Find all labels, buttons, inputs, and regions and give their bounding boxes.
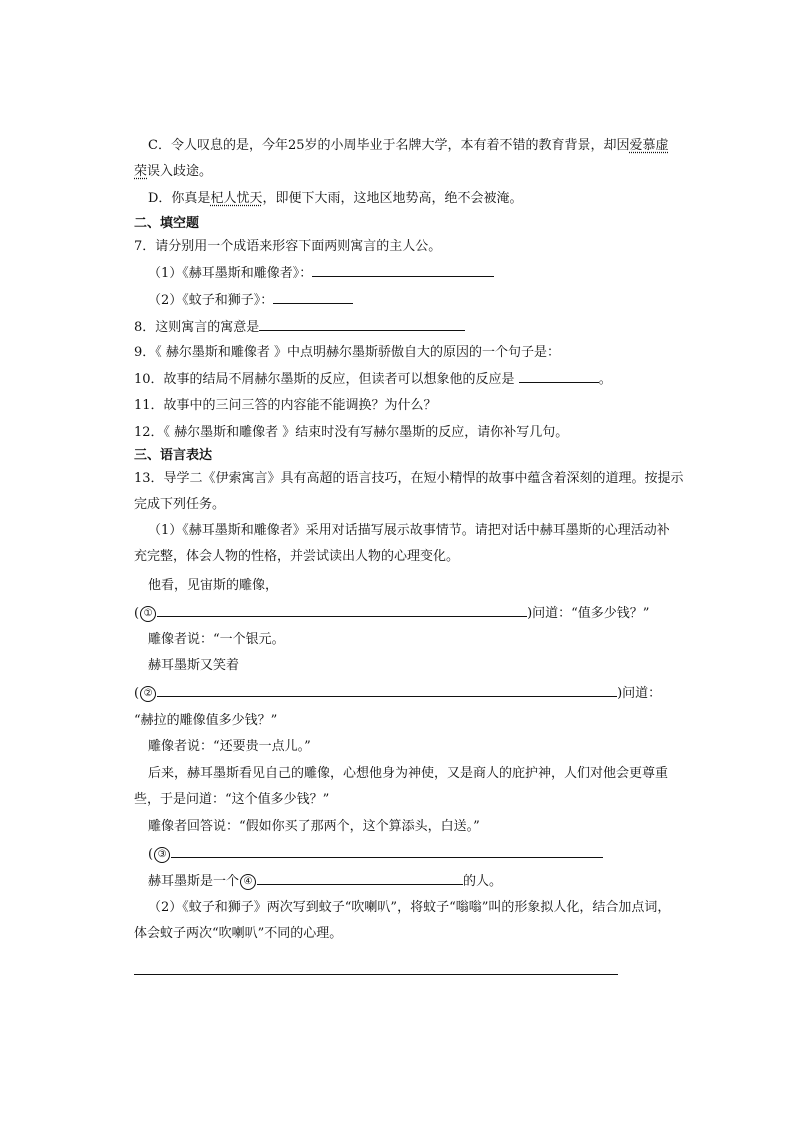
dialogue-2: 雕像者说：“一个银元。	[148, 632, 285, 647]
q13-line2: 完成下列任务。	[134, 497, 226, 512]
q10-end: 。	[598, 372, 612, 387]
ask-1: 问道：“值多少钱？”	[532, 606, 650, 621]
dialogue-6-line2: 些，于是问道：“这个值多少钱？”	[134, 792, 330, 807]
option-c-dotted-word: 爱慕虚	[629, 138, 669, 153]
answer-line-1	[134, 604, 649, 623]
answer-line-4	[148, 872, 502, 891]
section-title-language: 三、语言表达	[134, 448, 213, 463]
answer-blank-3[interactable]	[171, 845, 603, 858]
circled-number-3: ③	[154, 847, 170, 863]
circled-number-1: ①	[140, 606, 156, 622]
answer-rule-final[interactable]	[134, 974, 618, 975]
summary-pre: 赫耳墨斯是一个	[148, 874, 240, 889]
option-d-pre: D．你真是	[148, 191, 211, 206]
summary-post: 的人。	[463, 874, 503, 889]
dialogue-4: “赫拉的雕像值多少钱？”	[134, 713, 278, 728]
q10	[134, 370, 612, 389]
open-paren-3: (	[148, 847, 154, 862]
q13-p2-line2: 体会蚊子两次“吹喇叭”不同的心理。	[134, 926, 343, 941]
q10-stem: 10．故事的结局不屑赫尔墨斯的反应，但读者可以想象他的反应是	[134, 372, 515, 387]
close-paren-2: )	[617, 686, 623, 701]
q7-item1	[148, 264, 494, 283]
answer-blank-2[interactable]	[157, 684, 617, 697]
dialogue-1: 他看，见宙斯的雕像，	[148, 578, 279, 593]
option-d	[148, 190, 522, 208]
q12-stem: 12．《 赫尔墨斯和雕像者 》结束时没有写赫尔墨斯的反应，请你补写几句。	[134, 425, 569, 440]
option-d-post: ，即便下大雨，这地区地势高，绝不会被淹。	[262, 191, 523, 206]
q13-p2-line1: （2）《蚊子和狮子》两次写到蚊子“吹喇叭”，将蚊子“嗡嗡”叫的形象拟人化，结合加点词，	[148, 900, 671, 915]
option-c-line1	[148, 137, 669, 155]
close-paren-1: )	[527, 606, 533, 621]
circled-number-2: ②	[140, 686, 156, 702]
ask-2: 问道：	[622, 686, 662, 701]
q7-item1-label: （1）《赫耳墨斯和雕像者》：	[148, 266, 313, 281]
circled-number-4: ④	[240, 874, 256, 890]
q11-stem: 11．故事中的三问三答的内容能不能调换？为什么？	[134, 398, 437, 413]
open-paren-1: (	[134, 606, 140, 621]
q7-item1-blank[interactable]	[312, 264, 494, 277]
answer-blank-1[interactable]	[157, 604, 527, 617]
option-d-dotted-word: 杞人忧天	[210, 191, 263, 206]
option-c-text: C．令人叹息的是，今年25岁的小周毕业于名牌大学，本有着不错的教育背景，却因	[148, 138, 630, 153]
answer-line-2	[134, 684, 661, 703]
section-title-fill-in: 二、填空题	[134, 216, 200, 231]
q13-p1-line1: （1）《赫耳墨斯和雕像者》采用对话描写展示故事情节。请把对话中赫耳墨斯的心理活动补	[148, 523, 670, 538]
q10-blank[interactable]	[519, 370, 599, 383]
option-c-cont: 误入歧途。	[147, 164, 213, 179]
option-c-line2	[134, 163, 212, 181]
q9-stem: 9．《 赫尔墨斯和雕像者 》中点明赫尔墨斯骄傲自大的原因的一个句子是：	[134, 345, 561, 360]
dialogue-3: 赫耳墨斯又笑着	[148, 658, 240, 673]
q8-blank[interactable]	[259, 318, 465, 331]
open-paren-2: (	[134, 686, 140, 701]
dialogue-5: 雕像者说：“还要贵一点儿。”	[148, 739, 311, 754]
option-c-dotted-cont: 荣	[134, 164, 148, 179]
dialogue-7: 雕像者回答说：“假如你买了那两个，这个算添头，白送。”	[148, 819, 480, 834]
q7-stem: 7．请分别用一个成语来形容下面两则寓言的主人公。	[134, 239, 442, 254]
q7-item2-label: （2）《蚊子和狮子》：	[148, 293, 274, 308]
answer-blank-4[interactable]	[257, 872, 463, 885]
q8-stem: 8．这则寓言的寓意是	[134, 320, 260, 335]
q8	[134, 318, 465, 337]
q13-line1: 13．导学二《伊索寓言》具有高超的语言技巧，在短小精悍的故事中蕴含着深刻的道理。按提示	[134, 471, 684, 486]
q7-item2-blank[interactable]	[273, 291, 353, 304]
dialogue-6-line1: 后来，赫耳墨斯看见自己的雕像，心想他身为神使，又是商人的庇护神，人们对他会更尊重	[148, 766, 669, 781]
answer-line-3	[148, 845, 603, 864]
q13-p1-line2: 充完整，体会人物的性格，并尝试读出人物的心理变化。	[134, 549, 460, 564]
q7-item2	[148, 291, 353, 310]
